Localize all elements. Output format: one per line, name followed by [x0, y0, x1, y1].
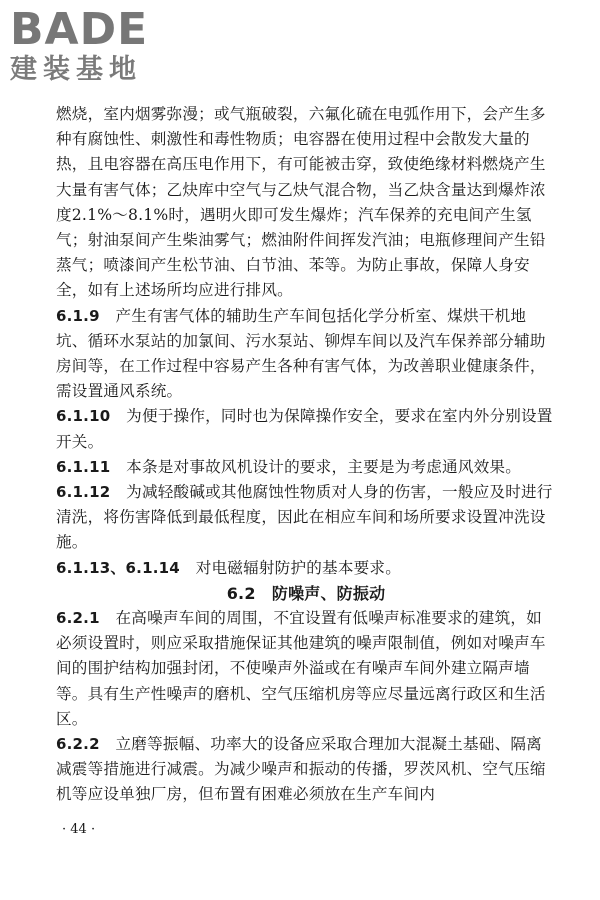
- clause-text: 为便于操作，同时也为保障操作安全，要求在室内外分别设置开关。: [56, 407, 553, 451]
- clause-text: 本条是对事故风机设计的要求，主要是为考虑通风效果。: [126, 457, 522, 476]
- clause-6-1-10: [56, 404, 556, 454]
- clause-number: 6.1.9: [56, 306, 100, 325]
- logo-subtitle: 建装基地: [10, 54, 142, 85]
- clause-6-1-11: [56, 455, 556, 480]
- clause-number: 6.1.10: [56, 407, 111, 426]
- clause-text: 在高噪声车间的周围，不宜设置有低噪声标准要求的建筑，如必须设置时，则应采取措施保证其他建筑的噪声限制值，例如对噪声车间的围护结构加强封闭，不使噪声外溢或在有噪声车间外建立隔声墙等。具有生产性噪声的磨机、空气压缩机房等应尽量远离行政区和生活区。: [56, 609, 546, 728]
- clause-text: 对电磁辐射防护的基本要求。: [195, 558, 402, 577]
- clause-6-1-13-14: [56, 556, 556, 581]
- clause-6-1-9: [56, 304, 556, 405]
- clause-6-1-12: [56, 480, 556, 556]
- clause-number: 6.2.2: [56, 735, 100, 754]
- clause-number: 6.1.11: [56, 457, 111, 476]
- clause-6-2-2: [56, 732, 556, 808]
- clause-text: 产生有害气体的辅助生产车间包括化学分析室、煤烘干机地坑、循环水泵站的加氯间、污水泵站、铆焊车间以及汽车保养部分辅助房间等，在工作过程中容易产生各种有害气体，为改善职业健康条件，需设置通风系统。: [56, 306, 546, 401]
- logo: [10, 4, 149, 86]
- clause-number: 6.1.13、6.1.14: [56, 558, 180, 577]
- intro-paragraph: 燃烧，室内烟雾弥漫；或气瓶破裂，六氟化硫在电弧作用下，会产生多种有腐蚀性、刺激性和毒性物质；电容器在使用过程中会散发大量的热，且电容器在高压电作用下，有可能被击穿，致使绝缘材料燃烧产生大量有害气体；乙炔库中空气与乙炔气混合物，当乙炔含量达到爆炸浓度2.1%～8.1%时，遇明火即可发生爆炸；汽车保养的充电间产生氢气；射油泵间产生柴油雾气；燃油附件间挥发汽油；电瓶修理间产生铅蒸气；喷漆间产生松节油、白节油、苯等。为防止事故，保障人身安全，如有上述场所均应进行排风。: [56, 105, 546, 300]
- clause-number: 6.2.1: [56, 609, 100, 628]
- clause-text: 立磨等振幅、功率大的设备应采取合理加大混凝土基础、隔离减震等措施进行减震。为减少噪声和振动的传播，罗茨风机、空气压缩机等应设单独厂房，但布置有困难必须放在生产车间内: [56, 735, 546, 804]
- clause-text: 为减轻酸碱或其他腐蚀性物质对人身的伤害，一般应及时进行清洗，将伤害降低到最低程度，因此在相应车间和场所要求设置冲洗设施。: [56, 483, 553, 552]
- section-heading: 6.2 防噪声、防振动: [226, 583, 386, 603]
- page-body: [56, 102, 556, 808]
- clause-number: 6.1.12: [56, 483, 111, 502]
- clause-6-2-1: [56, 606, 556, 732]
- logo-brand: BADE: [10, 4, 149, 55]
- page-number: · 44 ·: [62, 822, 96, 837]
